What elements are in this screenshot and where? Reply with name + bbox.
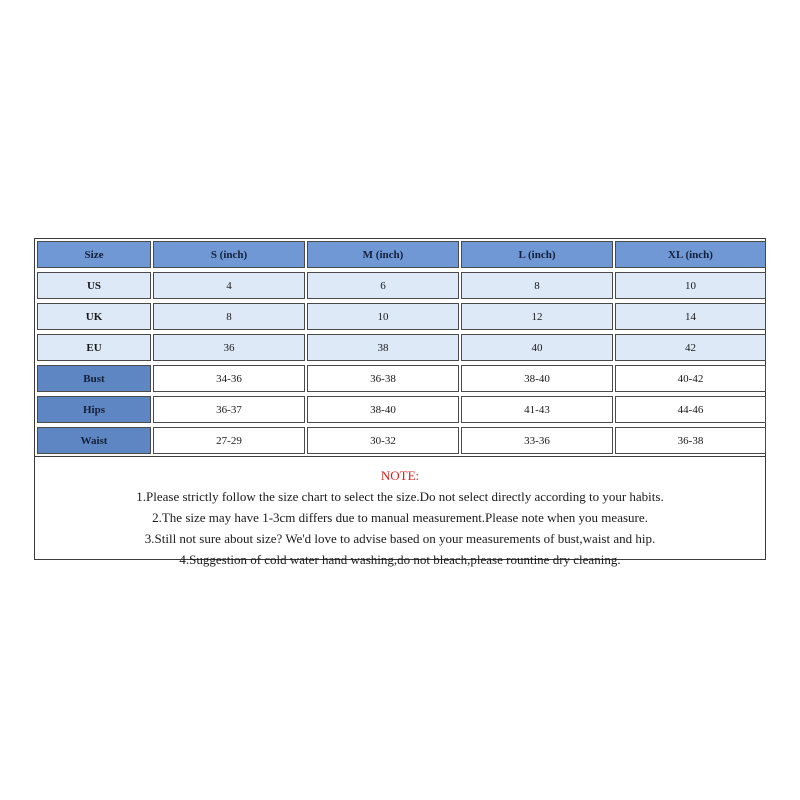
table-cell: 40 xyxy=(461,334,613,361)
table-cell: 38-40 xyxy=(461,365,613,392)
row-label: EU xyxy=(37,334,151,361)
row-label: Hips xyxy=(37,396,151,423)
table-cell: 14 xyxy=(615,303,766,330)
table-cell: 38 xyxy=(307,334,459,361)
header-size-label: Size xyxy=(37,241,151,268)
table-cell: 4 xyxy=(153,272,305,299)
table-cell: 36 xyxy=(153,334,305,361)
row-label: Bust xyxy=(37,365,151,392)
table-cell: 30-32 xyxy=(307,427,459,454)
table-cell: 38-40 xyxy=(307,396,459,423)
size-chart xyxy=(34,238,766,567)
table-cell: 36-37 xyxy=(153,396,305,423)
row-label: US xyxy=(37,272,151,299)
notes-section xyxy=(35,457,765,570)
table-cell: 34-36 xyxy=(153,365,305,392)
table-cell: 36-38 xyxy=(615,427,766,454)
table-cell: 44-46 xyxy=(615,396,766,423)
note-line-3: 3.Still not sure about size? We'd love to advise based on your measurements of bust,waist and hip. xyxy=(144,531,656,546)
header-cell: L (inch) xyxy=(461,241,613,268)
table-cell: 33-36 xyxy=(461,427,613,454)
table-cell: 41-43 xyxy=(461,396,613,423)
header-cell: S (inch) xyxy=(153,241,305,268)
row-label: Waist xyxy=(37,427,151,454)
note-line-1: 1.Please strictly follow the size chart to select the size.Do not select directly according to your habits. xyxy=(136,489,664,504)
table-cell: 27-29 xyxy=(153,427,305,454)
table-cell: 8 xyxy=(153,303,305,330)
row-label: UK xyxy=(37,303,151,330)
note-line-4: 4.Suggestion of cold water hand washing,do not bleach,please rountine dry cleaning. xyxy=(179,552,621,567)
header-cell: M (inch) xyxy=(307,241,459,268)
size-table xyxy=(35,239,765,457)
table-cell: 42 xyxy=(615,334,766,361)
header-cell: XL (inch) xyxy=(615,241,766,268)
note-title: NOTE: xyxy=(380,468,420,483)
note-line-2: 2.The size may have 1-3cm differs due to manual measurement.Please note when you measure. xyxy=(152,510,648,525)
table-cell: 6 xyxy=(307,272,459,299)
table-cell: 36-38 xyxy=(307,365,459,392)
table-cell: 8 xyxy=(461,272,613,299)
table-cell: 40-42 xyxy=(615,365,766,392)
table-cell: 10 xyxy=(307,303,459,330)
table-cell: 12 xyxy=(461,303,613,330)
table-cell: 10 xyxy=(615,272,766,299)
